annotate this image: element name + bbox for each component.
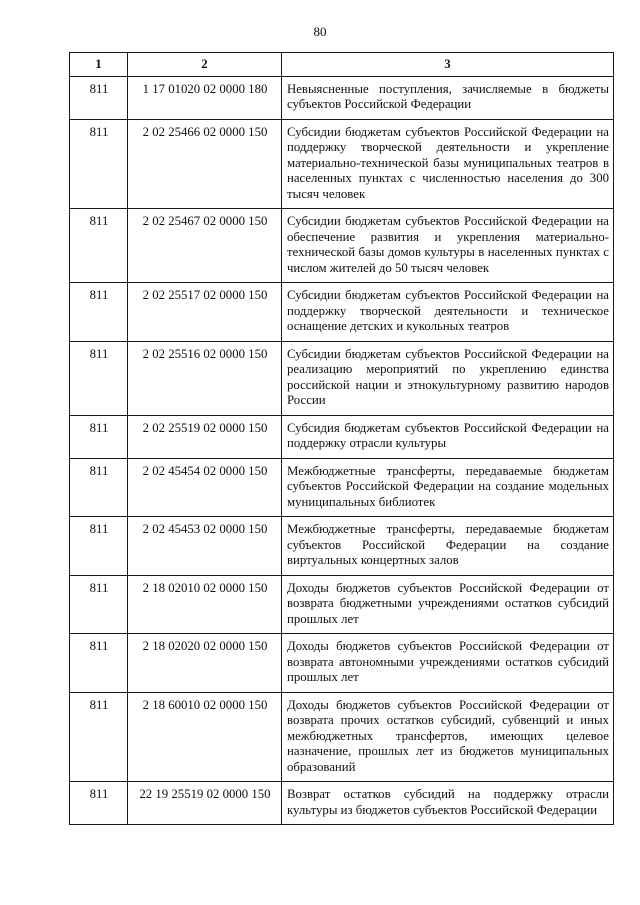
revenue-code-cell: 2 02 25466 02 0000 150 [128, 119, 282, 209]
admin-code-cell: 811 [70, 458, 128, 517]
revenue-name-cell: Невыясненные поступления, зачисляемые в бюджеты субъектов Российской Федерации [282, 76, 614, 119]
revenue-code-cell: 2 02 45454 02 0000 150 [128, 458, 282, 517]
table-row [70, 341, 614, 415]
admin-code-cell: 811 [70, 692, 128, 782]
revenue-code-cell: 2 02 25467 02 0000 150 [128, 209, 282, 283]
revenue-name-cell: Возврат остатков субсидий на поддержку отрасли культуры из бюджетов субъектов Российской Федерации [282, 782, 614, 825]
table-row [70, 575, 614, 634]
revenue-name-cell: Межбюджетные трансферты, передаваемые бюджетам субъектов Российской Федерации на создание виртуальных концертных залов [282, 517, 614, 576]
table-row [70, 209, 614, 283]
page-number: 80 [313, 24, 327, 39]
revenue-name-cell: Субсидии бюджетам субъектов Российской Федерации на реализацию мероприятий по укреплению единства российской нации и этнокультурному развитию народов России [282, 341, 614, 415]
table-row [70, 458, 614, 517]
admin-code-cell: 811 [70, 634, 128, 693]
revenue-name-cell: Субсидии бюджетам субъектов Российской Федерации на поддержку творческой деятельности и техническое оснащение детских и кукольных театров [282, 283, 614, 342]
revenue-code-cell: 2 18 02020 02 0000 150 [128, 634, 282, 693]
admin-code-cell: 811 [70, 341, 128, 415]
table-header-row [70, 53, 614, 77]
admin-code-cell: 811 [70, 209, 128, 283]
table-row [70, 119, 614, 209]
admin-code-cell: 811 [70, 283, 128, 342]
revenue-code-cell: 2 02 25517 02 0000 150 [128, 283, 282, 342]
admin-code-cell: 811 [70, 782, 128, 825]
revenue-name-cell: Субсидия бюджетам субъектов Российской Федерации на поддержку отрасли культуры [282, 415, 614, 458]
admin-code-cell: 811 [70, 415, 128, 458]
admin-code-cell: 811 [70, 76, 128, 119]
admin-code-cell: 811 [70, 575, 128, 634]
table-row [70, 692, 614, 782]
table-row [70, 634, 614, 693]
revenue-name-cell: Доходы бюджетов субъектов Российской Федерации от возврата бюджетными учреждениями остатков субсидий прошлых лет [282, 575, 614, 634]
revenue-code-cell: 2 02 45453 02 0000 150 [128, 517, 282, 576]
revenue-name-cell: Межбюджетные трансферты, передаваемые бюджетам субъектов Российской Федерации на создание модельных муниципальных библиотек [282, 458, 614, 517]
table-row [70, 782, 614, 825]
table-row [70, 283, 614, 342]
revenue-codes-table [69, 52, 614, 825]
header-col-2: 2 [128, 53, 282, 77]
revenue-code-cell: 22 19 25519 02 0000 150 [128, 782, 282, 825]
table-row [70, 517, 614, 576]
revenue-code-cell: 2 18 60010 02 0000 150 [128, 692, 282, 782]
revenue-name-cell: Субсидии бюджетам субъектов Российской Федерации на поддержку творческой деятельности и укрепление материально-технической базы муниципальных театров в населенных пунктах с численностью населения до 300 тысяч человек [282, 119, 614, 209]
revenue-code-cell: 2 18 02010 02 0000 150 [128, 575, 282, 634]
admin-code-cell: 811 [70, 517, 128, 576]
header-col-3: 3 [282, 53, 614, 77]
revenue-code-cell: 2 02 25516 02 0000 150 [128, 341, 282, 415]
revenue-code-cell: 1 17 01020 02 0000 180 [128, 76, 282, 119]
header-col-1: 1 [70, 53, 128, 77]
revenue-name-cell: Субсидии бюджетам субъектов Российской Федерации на обеспечение развития и укрепления материально-технической базы домов культуры в населенных пунктах с числом жителей до 50 тысяч человек [282, 209, 614, 283]
revenue-name-cell: Доходы бюджетов субъектов Российской Федерации от возврата автономными учреждениями остатков субсидий прошлых лет [282, 634, 614, 693]
admin-code-cell: 811 [70, 119, 128, 209]
table-row [70, 415, 614, 458]
revenue-code-cell: 2 02 25519 02 0000 150 [128, 415, 282, 458]
table-row [70, 76, 614, 119]
revenue-name-cell: Доходы бюджетов субъектов Российской Федерации от возврата прочих остатков субсидий, субвенций и иных межбюджетных трансфертов, имеющих целевое назначение, прошлых лет из бюджетов муниципальных образований [282, 692, 614, 782]
